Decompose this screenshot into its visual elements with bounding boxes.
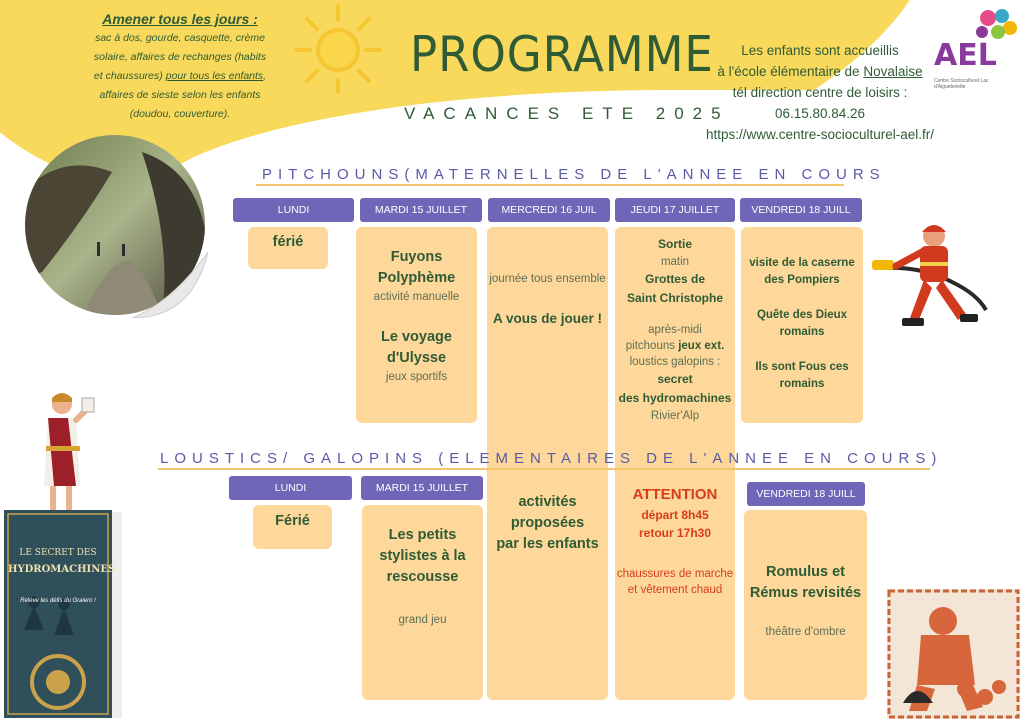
bring-line: solaire, affaires de rechanges (habits (93, 51, 267, 63)
activity-title: rescousse (386, 569, 459, 585)
day-header-mercredi: MERCREDI 16 JUIL (488, 198, 610, 222)
firefighter-illustration (862, 222, 992, 344)
book-illustration (4, 510, 124, 720)
day-header-vendredi: VENDREDI 18 JUILL (740, 198, 862, 222)
section-title-loustics: LOUSTICS/ GALOPINS (ELEMENTAIRES DE L'ANNEE EN COURS) (160, 450, 943, 467)
activity-type: théâtre d'ombre (765, 626, 846, 638)
activity-type: Rivier'Alp (650, 410, 700, 422)
phone-number: 06.15.80.84.26 (774, 106, 866, 121)
logo-tagline: Centre Socioculturel Lac d'Aiguebelette (934, 78, 989, 90)
pitchouns-lundi-card (248, 227, 328, 269)
attention-label: ATTENTION (632, 486, 718, 503)
page-title: PROGRAMME (410, 26, 714, 83)
activity-title: visite de la caserne (749, 257, 855, 269)
book-title: HYDROMACHINES (8, 564, 116, 575)
activity-title: des hydromachines (618, 391, 732, 405)
sun-icon (292, 2, 384, 94)
page-subtitle: VACANCES ETE 2025 (404, 104, 730, 123)
activity-type: jeux sportifs (385, 371, 448, 383)
logo-letters: AEL (934, 38, 997, 73)
holiday-label: Férié (275, 513, 310, 529)
activity-type: matin (660, 256, 690, 268)
loustics-vendredi-card (744, 510, 867, 700)
day-header-lundi: LUNDI (233, 198, 354, 222)
loustics-mardi-card (362, 505, 483, 700)
day-header-vendredi: VENDREDI 18 JUILL (747, 482, 865, 506)
activity-title: romains (779, 326, 825, 338)
activity-type: journée tous ensemble (489, 273, 606, 285)
activity-type: activité manuelle (373, 291, 460, 303)
activity-title: Sortie (657, 237, 692, 251)
contact-info (690, 40, 950, 145)
activity-title: Fuyons (390, 249, 443, 265)
activity-title: romains (779, 378, 825, 390)
activity-title: Saint Christophe (626, 291, 723, 305)
activity-title: des Pompiers (764, 274, 840, 286)
cyclops-mosaic-illustration (887, 589, 1020, 719)
day-header-mardi: MARDI 15 JUILLET (361, 476, 483, 500)
activity-title: Les petits (388, 527, 457, 543)
day-header-lundi: LUNDI (229, 476, 352, 500)
activity-title: Polyphème (377, 270, 456, 286)
activity-title: proposées (510, 515, 585, 531)
activity-title: Le voyage (381, 329, 452, 345)
return-time: retour 17h30 (638, 526, 712, 540)
book-tagline: Relève les défis du Graiero ! (20, 598, 96, 604)
activity-title: Quête des Dieux (756, 309, 848, 321)
ael-logo (930, 8, 1020, 88)
equipment-note: chaussures de marche (616, 568, 734, 580)
activity-title: A vous de jouer ! (492, 311, 602, 326)
section-underline (256, 184, 844, 186)
info-line: à l'école élémentaire de Novalaise (717, 64, 923, 79)
book-title: LE SECRET DES (19, 548, 97, 558)
equipment-note: et vêtement chaud (627, 584, 723, 596)
activity-title: d'Ulysse (386, 350, 447, 366)
pitchouns-mardi-card (356, 227, 477, 423)
activity-type: pitchouns jeux ext. (625, 340, 725, 352)
bring-heading: Amener tous les jours : (102, 11, 258, 27)
pitchouns-vendredi-card (741, 227, 863, 423)
activity-type: après-midi (648, 324, 702, 336)
day-header-jeudi: JEUDI 17 JUILLET (615, 198, 735, 222)
bring-line: affaires de sieste selon les enfants (99, 89, 261, 101)
bring-line: et chaussures) pour tous les enfants, (93, 70, 267, 82)
info-line: Les enfants sont accueillis (741, 43, 899, 58)
cave-photo-sticker (22, 132, 208, 318)
departure-time: départ 8h45 (641, 508, 709, 522)
loustics-lundi-card (253, 505, 332, 549)
activity-title: Ils sont Fous ces (755, 361, 849, 373)
activity-title: Romulus et (766, 564, 845, 580)
activity-title: par les enfants (496, 536, 599, 552)
bring-list (80, 10, 280, 124)
activity-title: secret (657, 372, 693, 386)
activity-title: activités (518, 494, 577, 510)
info-line: tél direction centre de loisirs : (732, 85, 908, 100)
activity-title: Rémus revisités (749, 585, 862, 601)
holiday-label: férié (272, 234, 304, 250)
day-header-mardi: MARDI 15 JUILLET (360, 198, 482, 222)
website-link[interactable]: https://www.centre-socioculturel-ael.fr/ (705, 127, 935, 142)
activity-type: loustics galopins : (629, 356, 721, 368)
activity-title: stylistes à la (379, 548, 466, 564)
bring-line: (doudou, couverture). (129, 108, 231, 120)
section-title-pitchouns: PITCHOUNS(MATERNELLES DE L'ANNEE EN COURS (262, 166, 886, 183)
roman-figure-illustration (32, 390, 100, 528)
section-underline (158, 468, 930, 470)
activity-type: grand jeu (398, 614, 447, 626)
bring-line: sac à dos, gourde, casquette, crème (95, 32, 265, 44)
activity-title: Grottes de (644, 272, 705, 286)
